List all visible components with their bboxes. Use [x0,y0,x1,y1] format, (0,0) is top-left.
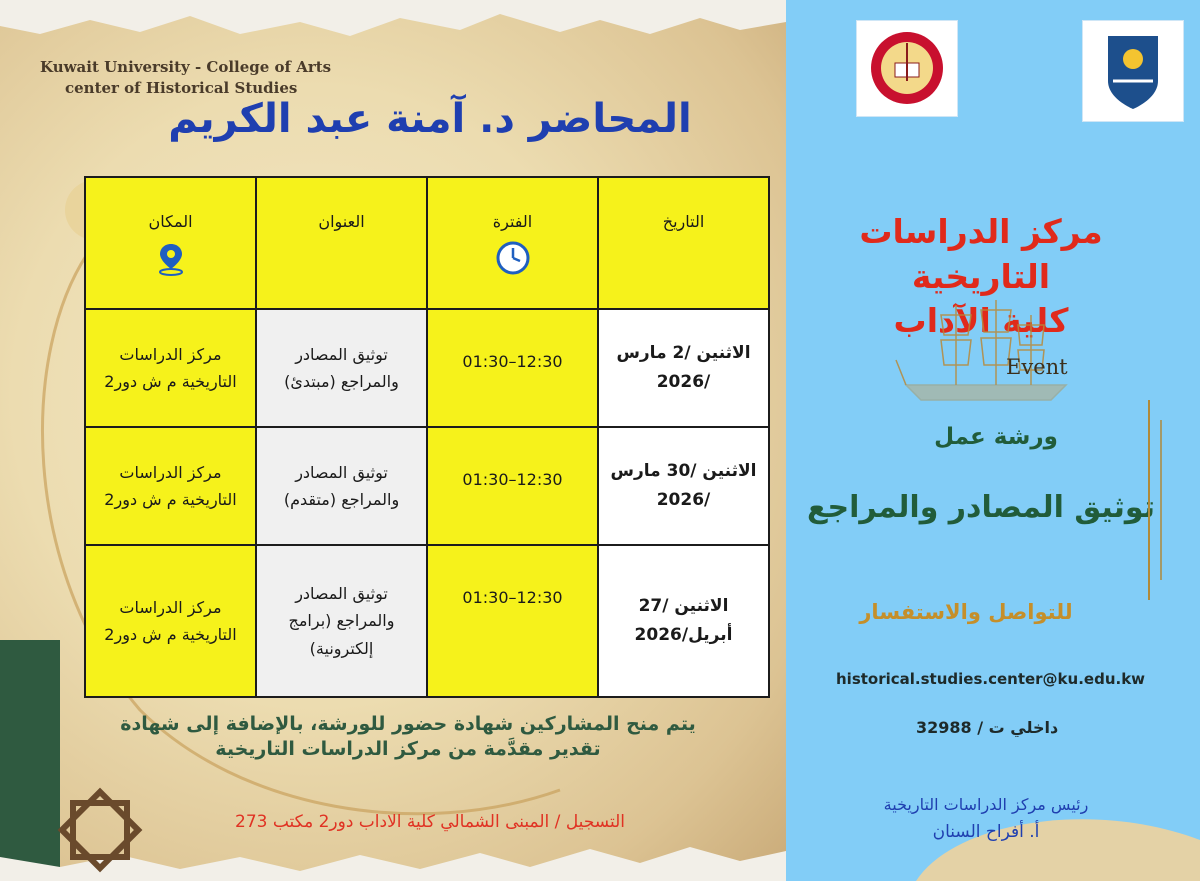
event-label: Event [1006,355,1068,379]
header-title-label: العنوان [318,212,365,231]
header-date [598,177,769,309]
arts-college-logo [856,20,958,117]
registration-info: التسجيل / المبنى الشمالي كلية الاداب دور2 مكتب 273 [235,812,625,832]
location-pin-icon [154,241,188,277]
table-row [85,545,769,697]
clock-icon [496,241,530,275]
center-head-title: رئيس مركز الدراسات التاريخية [883,795,1089,814]
university-name: Kuwait University - College of Arts [40,58,332,76]
torn-paper-top [0,0,786,60]
row-title: توثيق المصادر والمراجع (مبتدئ) [256,309,427,427]
row-date: الاثنين /2 مارس /2026 [598,309,769,427]
info-panel [786,0,1200,881]
header-title [256,177,427,309]
certificate-note-line1: يتم منح المشاركين شهادة حضور للورشة، بالإضافة إلى شهادة [120,713,696,735]
contact-heading: للتواصل والاستفسار [859,600,1073,624]
header-date-label: التاريخ [662,212,705,231]
header-place-label: المكان [148,212,193,231]
row-place: مركز الدراسات التاريخية م ش دور2 [85,427,256,545]
row-time: 12:30–01:30 [427,427,598,545]
ship-icon [886,290,1086,410]
header-period [427,177,598,309]
row-title: توثيق المصادر والمراجع (متقدم) [256,427,427,545]
row-time: 12:30–01:30 [427,309,598,427]
schedule-table [84,176,770,698]
row-place: مركز الدراسات التاريخية م ش دور2 [85,545,256,697]
kuwait-university-logo [1082,20,1184,122]
center-name: center of Historical Studies [65,79,298,97]
row-date: الاثنين /27 أبريل/2026 [598,545,769,697]
contact-email[interactable]: historical.studies.center@ku.edu.kw [836,670,1146,688]
header-place [85,177,256,309]
workshop-label: ورشة عمل [934,424,1058,450]
workshop-topic: توثيق المصادر والمراجع [806,490,1156,525]
phone-extension: داخلي ت / 32988 [916,718,1059,737]
table-row [85,427,769,545]
decorative-gold-lines [1141,400,1171,600]
certificate-note [108,712,708,761]
certificate-note-line2: تقدير مقدَّمة من مركز الدراسات التاريخية [215,737,601,760]
center-head-name: أ. أفراح السنان [932,822,1040,842]
row-place: مركز الدراسات التاريخية م ش دور2 [85,309,256,427]
table-row [85,309,769,427]
row-time: 12:30–01:30 [427,545,598,697]
table-header-row [85,177,769,309]
center-title-line1: مركز الدراسات التاريخية [859,212,1103,296]
center-title-line2: كلية الآداب [893,301,1069,341]
lecturer-title: المحاضر د. آمنة عبد الكريم [168,96,692,142]
row-date: الاثنين /30 مارس /2026 [598,427,769,545]
islamic-star-ornament [55,785,145,875]
header-period-label: الفترة [492,212,533,231]
row-title: توثيق المصادر والمراجع (برامج إلكترونية) [256,545,427,697]
